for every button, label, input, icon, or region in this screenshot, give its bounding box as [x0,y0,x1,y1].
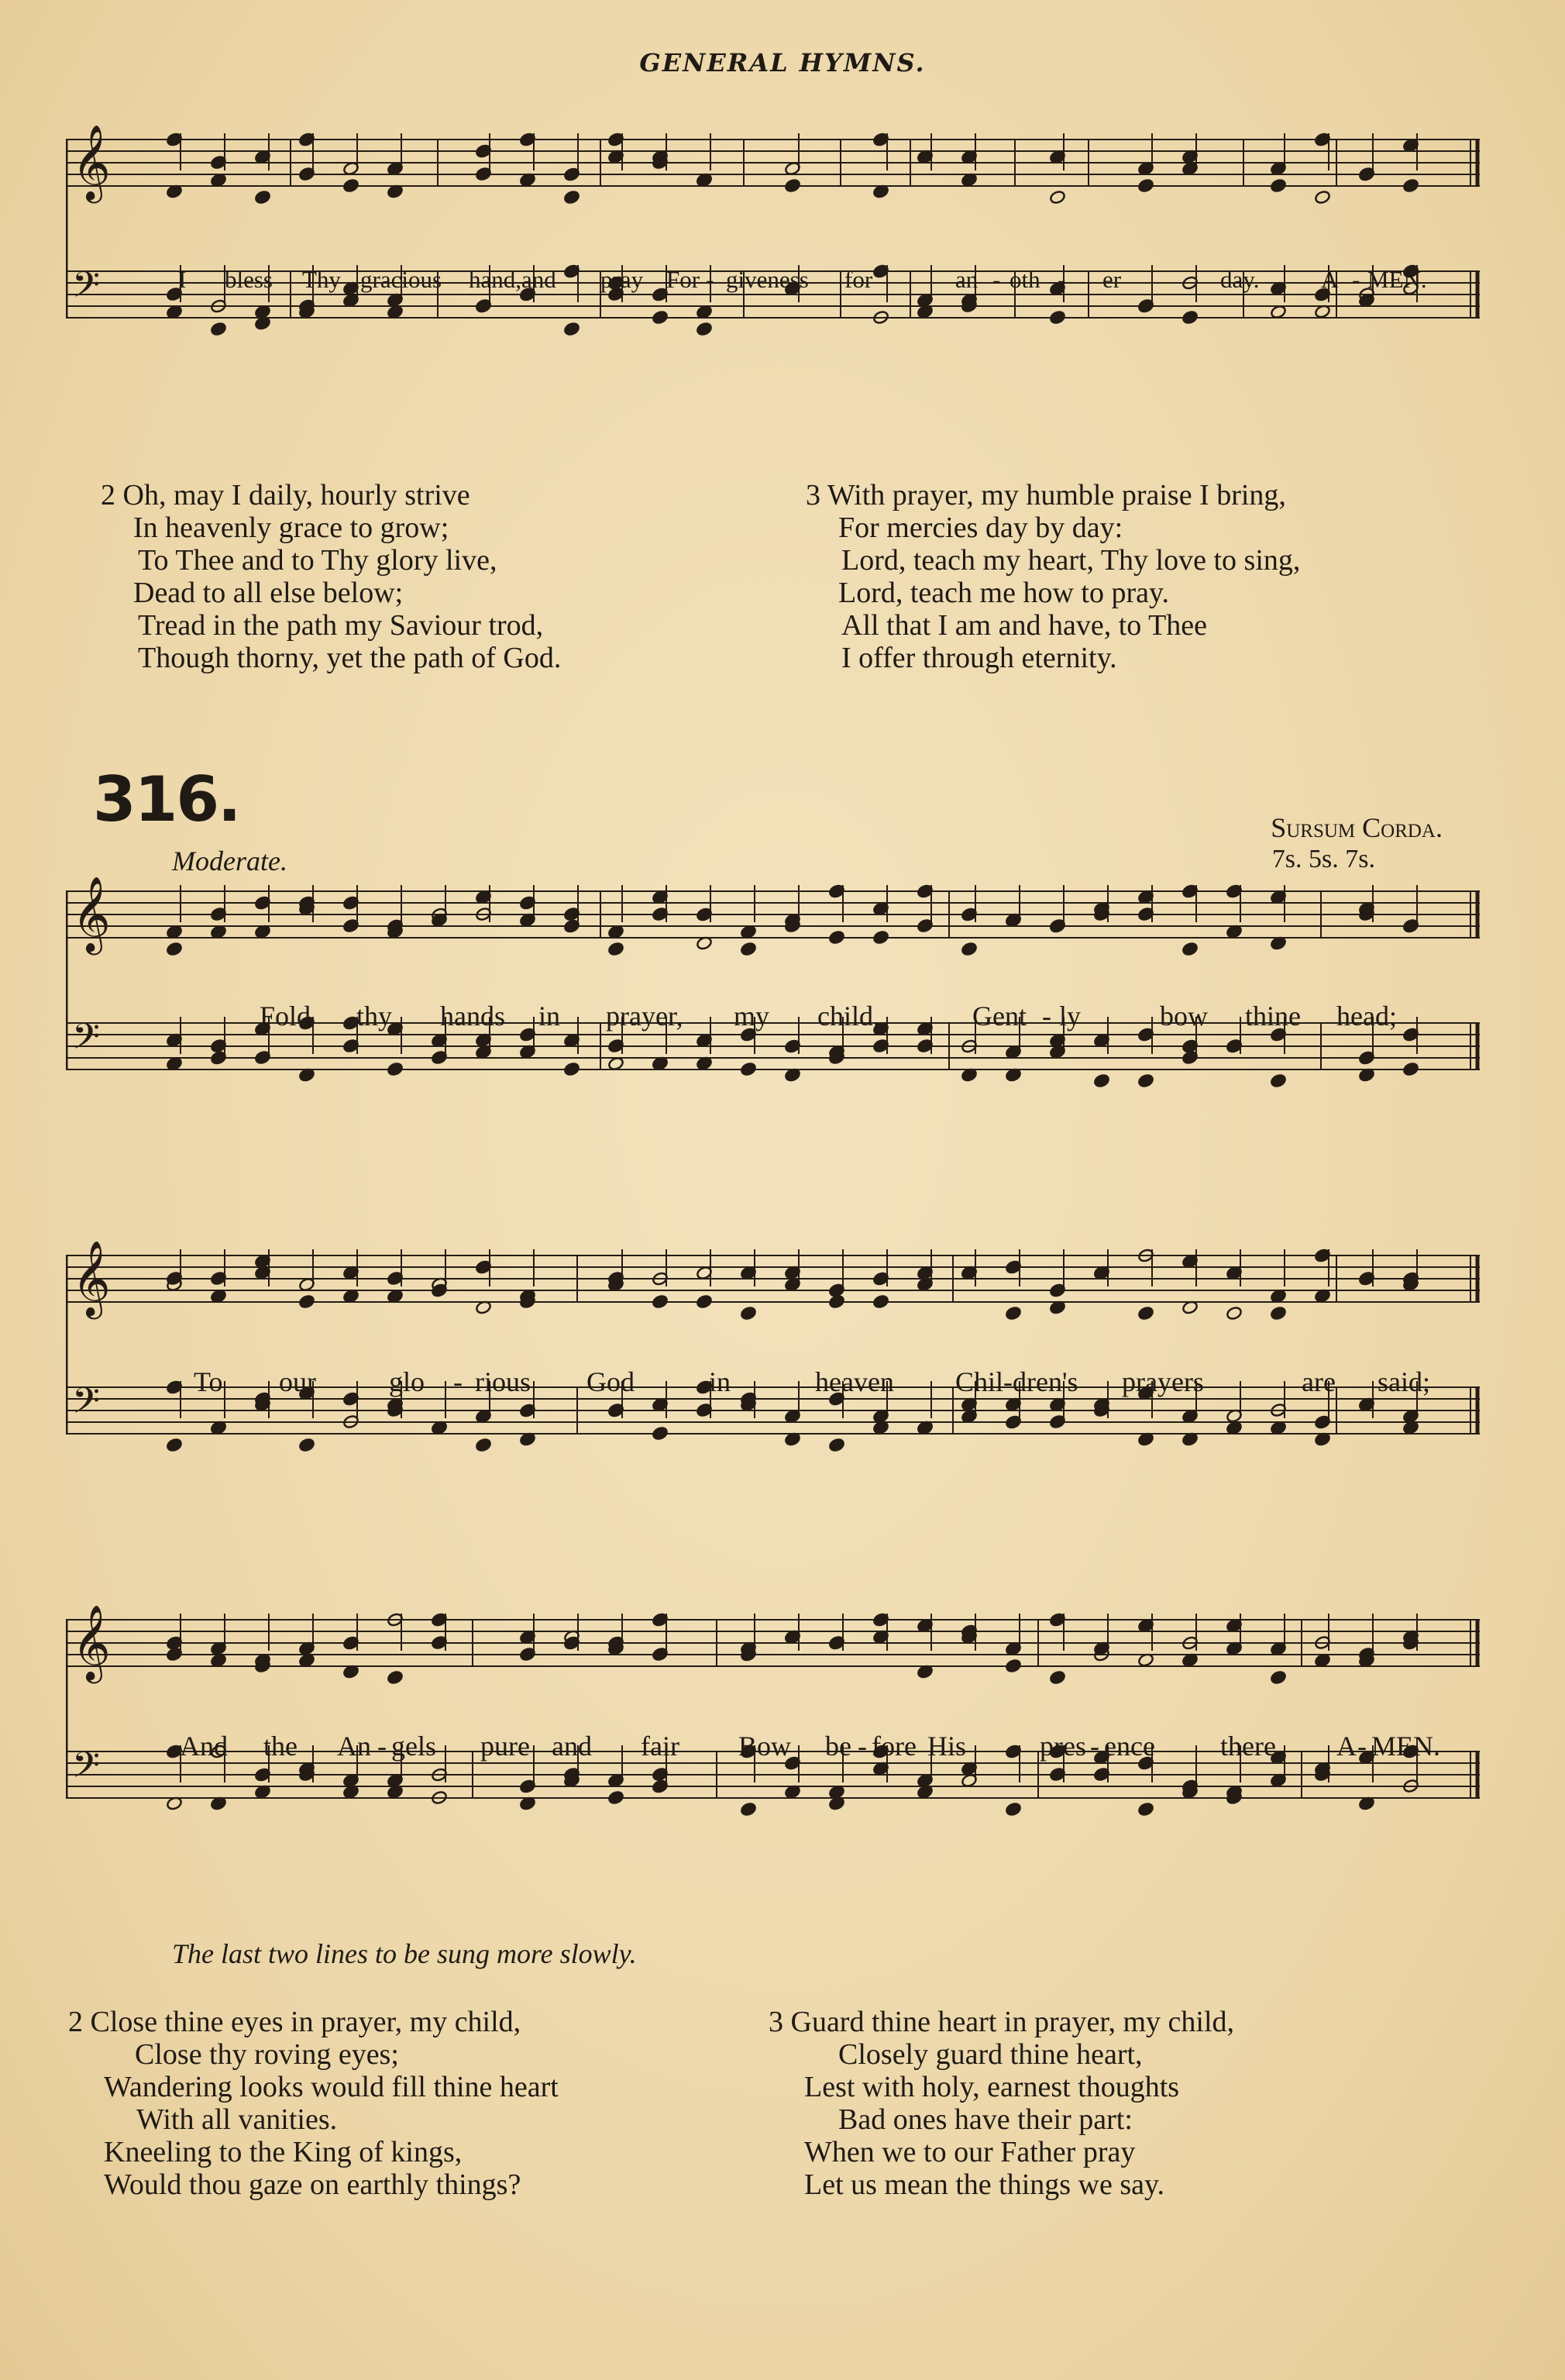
lyric-syllable: hands [440,1001,505,1032]
verse-line: Lord, teach my heart, Thy love to sing, [841,544,1301,577]
lyrics-line-1 [66,1000,1480,1034]
lyric-syllable: in [538,1001,561,1032]
bass-clef-icon: 𝄢 [72,1380,101,1431]
lyric-syllable: A [1321,266,1339,293]
treble-note [298,1294,315,1309]
staff-svg [66,1240,1480,1465]
treble-note [872,930,889,945]
bass-note [607,1790,624,1805]
lyric-syllable: - [1090,1731,1099,1762]
tune-name: Sursum Corda. [1271,812,1443,843]
lyric-syllable: er [1102,266,1122,293]
treble-note [166,942,183,956]
bass-note [387,1062,404,1076]
music-system-2 [66,876,1480,1100]
lyric-syllable: pres [1040,1731,1086,1762]
verse-line: 3 Guard thine heart in prayer, my child, [769,2006,1235,2038]
lyric-syllable: an [955,266,979,293]
staff-svg [66,124,1480,349]
treble-staff [66,1240,1480,1319]
bass-note [828,1438,845,1452]
bass-note [1137,1802,1154,1817]
tempo-marking: Moderate. [172,846,287,877]
treble-clef-icon: 𝄞 [72,124,111,200]
verse-line: In heavenly grace to grow; [133,511,449,544]
bass-note [740,1802,757,1817]
lyric-syllable: - [992,266,1001,293]
treble-note [387,1670,404,1685]
treble-note [1137,178,1154,193]
hymn316-verse-2 [68,2006,559,2201]
lyric-syllable: the [263,1731,298,1762]
lyric-syllable: rious [475,1366,531,1397]
lyric-syllable: An [337,1731,371,1762]
lyric-syllable: I [178,266,187,293]
lyric-syllable: prayer, [606,1001,683,1032]
treble-note [1314,190,1331,205]
lyrics-line-3 [66,1730,1480,1764]
lyric-syllable: A [1336,1731,1357,1762]
hymn315-verse-3 [806,479,1300,674]
verse-line: Would thou gaze on earthly things? [104,2168,521,2201]
verse-line: For mercies day by day: [838,511,1123,544]
lyric-syllable: my [734,1001,770,1032]
lyric-syllable: heaven [815,1366,894,1397]
lyric-syllable: God [586,1366,635,1397]
verse-line: Close thy roving eyes; [135,2038,399,2071]
bass-note [1005,1802,1022,1817]
lyric-syllable: there. [1220,1731,1283,1762]
verse-line: When we to our Father pray [804,2136,1136,2168]
treble-note [1005,1306,1022,1321]
lyric-syllable: hand,and [469,266,556,293]
lyric-syllable: - [377,1731,387,1762]
lyric-syllable: gracious [360,266,442,293]
treble-note [740,942,757,956]
lyric-syllable: gels [391,1731,436,1762]
lyric-syllable: - [1042,1001,1051,1032]
bass-note [298,1438,315,1452]
verse-line: To Thee and to Thy glory live, [138,544,497,577]
treble-clef-icon: 𝄞 [72,876,111,952]
lyric-syllable: are [1302,1366,1336,1397]
bass-note [696,322,713,336]
bass-note [740,1062,757,1076]
verse-line: Though thorny, yet the path of God. [138,642,562,674]
bass-note [652,1426,669,1441]
lyric-syllable: thy [356,1001,393,1032]
lyric-syllable: fore [872,1731,917,1762]
lyric-syllable: - [858,1731,867,1762]
hymn316-verse-3 [769,2006,1234,2201]
lyric-syllable: Chil-dren's [955,1366,1078,1397]
treble-note [696,1294,713,1309]
verse-line: I offer through eternity. [841,642,1117,674]
bass-note [563,1062,580,1076]
verse-line: Let us mean the things we say. [804,2168,1165,2201]
treble-note [1226,1306,1243,1321]
treble-note [1270,1306,1287,1321]
treble-note [828,1294,845,1309]
treble-note [254,190,271,205]
lyric-syllable: day. [1220,266,1260,293]
verse-line: Lest with holy, earnest thoughts [804,2071,1180,2103]
treble-note [828,930,845,945]
lyric-syllable: and [552,1731,592,1762]
verse-line: Tread in the path my Saviour trod, [138,609,544,642]
lyric-syllable: - [453,1366,463,1397]
lyric-syllable: head; [1336,1001,1397,1032]
treble-note [872,1294,889,1309]
treble-note [342,178,359,193]
treble-clef-icon: 𝄞 [72,1240,111,1316]
lyric-syllable: our [279,1366,316,1397]
bass-clef-icon: 𝄢 [72,264,101,315]
music-system-1 [66,124,1480,349]
lyric-syllable: be [825,1731,851,1762]
lyric-syllable: MEN. [1367,266,1427,293]
bass-note [1093,1073,1110,1088]
bass-note [1402,1062,1419,1076]
lyric-syllable: ly [1059,1001,1082,1032]
treble-note [1049,190,1066,205]
treble-note [1270,1670,1287,1685]
bass-note [475,1438,492,1452]
lyric-syllable: Thy [302,266,341,293]
running-head: GENERAL HYMNS. [639,48,926,77]
bass-note [563,322,580,336]
treble-staff [66,876,1480,955]
lyric-syllable: MEN. [1371,1731,1440,1762]
treble-note [1049,1670,1066,1685]
bass-note [210,322,227,336]
treble-note [607,942,624,956]
lyric-syllable: for [844,266,873,293]
treble-note [1137,1306,1154,1321]
bass-clef-icon: 𝄢 [72,1745,101,1795]
lyrics-line-2 [66,1366,1480,1400]
meter: 7s. 5s. 7s. [1271,845,1375,873]
performance-footnote: The last two lines to be sung more slowly. [172,1938,637,1969]
lyric-syllable: To [194,1366,223,1397]
music-system-3 [66,1240,1480,1465]
verse-line: Lord, teach me how to pray. [838,577,1169,609]
verse-line: 2 Oh, may I daily, hourly strive [101,479,470,511]
lyric-syllable: said; [1378,1366,1430,1397]
lyric-syllable: - [1058,266,1066,293]
lyric-syllable: thine [1245,1001,1301,1032]
verse-line: Kneeling to the King of kings, [104,2136,463,2168]
treble-note [1270,178,1287,193]
hymn315-verse-2 [101,479,561,674]
treble-staff [66,1604,1480,1683]
bass-note [1137,1073,1154,1088]
verse-line: With all vanities. [136,2103,338,2136]
lyric-syllable: For [666,266,700,293]
verse-line: Dead to all else below; [133,577,404,609]
lyric-syllable: pray [600,266,644,293]
treble-clef-icon: 𝄞 [72,1604,111,1680]
lyric-syllable: bow [1160,1001,1208,1032]
lyric-syllable: And [180,1731,228,1762]
treble-note [1181,942,1199,956]
verse-line: 3 With prayer, my humble praise I bring, [806,479,1286,511]
lyric-syllable: glo [389,1366,425,1397]
verse-line: Bad ones have their part: [838,2103,1133,2136]
bass-note [166,1438,183,1452]
verse-line: 2 Close thine eyes in prayer, my child, [68,2006,521,2038]
lyric-syllable: in [709,1366,731,1397]
treble-note [961,942,978,956]
lyric-syllable: ence [1104,1731,1155,1762]
lyric-syllable: Bow [738,1731,792,1762]
verse-line: All that I am and have, to Thee [841,609,1208,642]
lyric-syllable: bless [225,266,273,293]
lyric-syllable: Fold [260,1001,311,1032]
bass-note [1270,1073,1287,1088]
bass-note [652,310,669,325]
bass-note [1181,310,1199,325]
lyric-syllable: giveness [726,266,809,293]
treble-note [1005,1658,1022,1673]
treble-note [1402,178,1419,193]
lyric-syllable: - [1352,266,1360,293]
treble-note [563,190,580,205]
treble-note [740,1306,757,1321]
verse-line: Wandering looks would fill thine heart [104,2071,559,2103]
treble-note [652,1294,669,1309]
lyric-syllable: child, [817,1001,880,1032]
lyric-syllable: fair [641,1731,679,1762]
music-system-4 [66,1604,1480,1829]
lyric-syllable: oth [1010,266,1040,293]
bass-note [1049,310,1066,325]
treble-staff [66,124,1480,203]
hymn-number: 316. [93,763,240,835]
verse-line: Closely guard thine heart, [838,2038,1143,2071]
staff-svg [66,876,1480,1100]
lyrics-hymn315 [66,266,1480,300]
lyric-syllable: His [927,1731,967,1762]
lyric-syllable: Gent [972,1001,1027,1032]
lyric-syllable: pure [480,1731,530,1762]
lyric-syllable: - [1357,1731,1367,1762]
staff-svg [66,1604,1480,1829]
treble-note [784,178,801,193]
lyric-syllable: prayers [1122,1366,1204,1397]
bass-clef-icon: 𝄢 [72,1016,101,1066]
lyric-syllable: - [706,266,714,293]
